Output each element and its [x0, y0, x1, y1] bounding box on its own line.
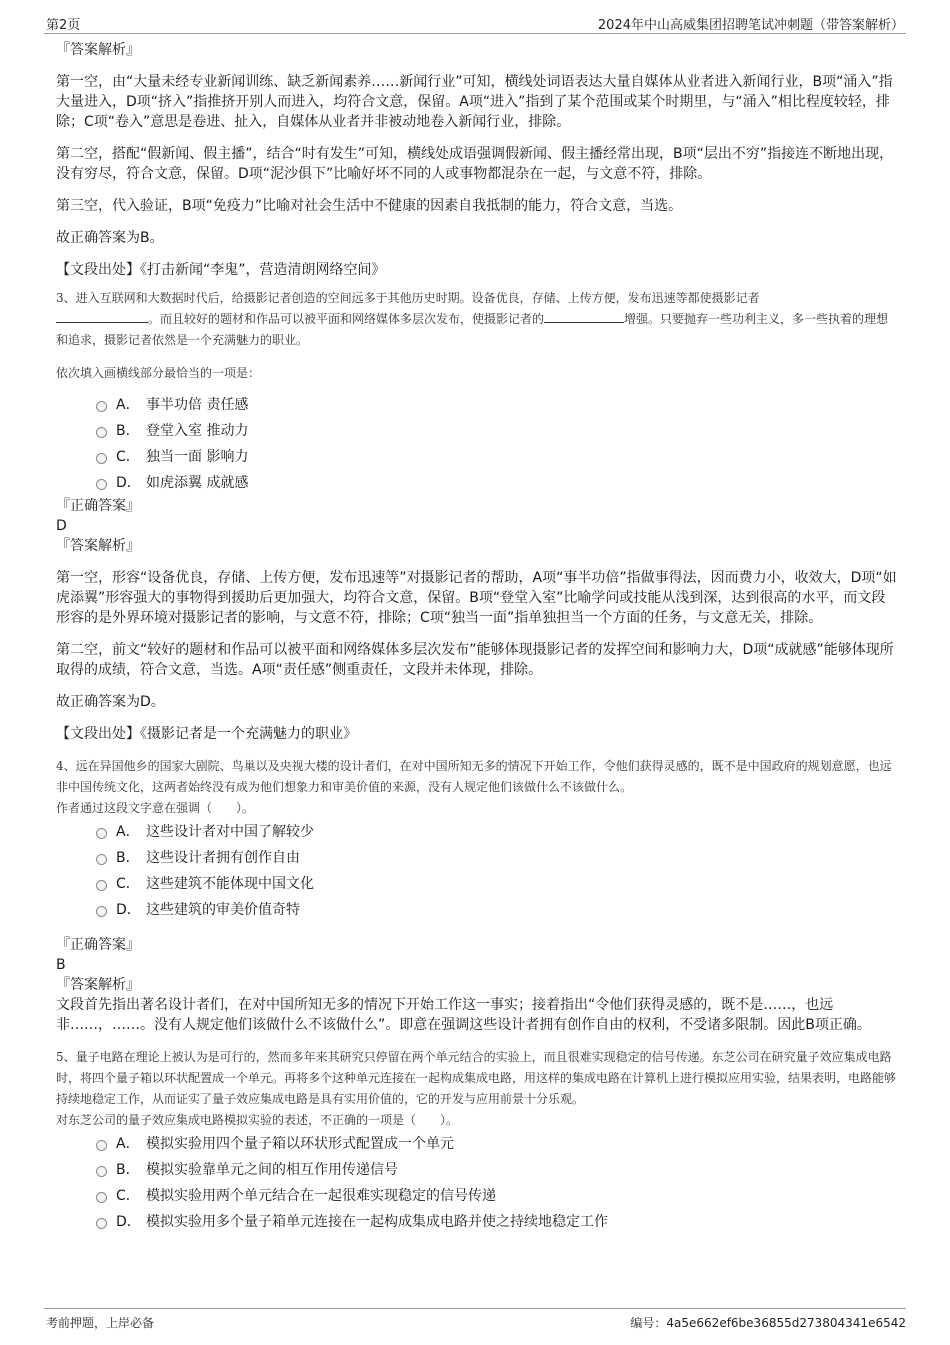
option-d[interactable]: D． 这些建筑的审美价值奇特 [56, 897, 898, 923]
radio-icon[interactable] [96, 479, 107, 490]
question-stem: 3、进入互联网和大数据时代后，给摄影记者创造的空间远多于其他历史时期。设备优良，存储、上传方便，发布迅速等都使摄影记者 。而且较好的题材和作品可以被平面和网络媒体多层次发布，使摄影记者的 增强。只要抛弃一些功利主义，多一些执着的理想和追求，摄影记者依然是一个充满魅力的职业。 [56, 291, 889, 347]
option-c[interactable]: C． 模拟实验用两个单元结合在一起很难实现稳定的信号传递 [56, 1183, 898, 1209]
radio-icon[interactable] [96, 828, 107, 839]
explain-label: 『答案解析』 [56, 977, 140, 993]
correct-answer: B [56, 957, 66, 973]
question-prompt: 作者通过这段文字意在强调（ ）。 [56, 801, 255, 815]
source-citation: 【文段出处】《打击新闻“李鬼”，营造清朗网络空间》 [56, 262, 386, 278]
option-b[interactable]: B． 模拟实验靠单元之间的相互作用传递信号 [56, 1157, 898, 1183]
radio-icon[interactable] [96, 1140, 107, 1151]
source-citation: 【文段出处】《摄影记者是一个充满魅力的职业》 [56, 726, 357, 742]
fill-blank-1 [56, 310, 148, 323]
radio-icon[interactable] [96, 401, 107, 412]
conclusion: 故正确答案为D。 [56, 694, 165, 710]
page-content [56, 40, 898, 1235]
option-a[interactable]: A． 模拟实验用四个量子箱以环状形式配置成一个单元 [56, 1131, 898, 1157]
radio-icon[interactable] [96, 906, 107, 917]
explain-paragraph: 第一空，形容“设备优良，存储、上传方便，发布迅速等”对摄影记者的帮助，A项“事半功倍”指做事得法，因而费力小，收效大，D项“如虎添翼”形容强大的事物得到援助后更加强大，均符合文意，保留。B项“登堂入室”比喻学问或技能从浅到深，达到很高的水平，而文段形容的是外界环境对摄影记者的影响，与文意不符，排除；C项“独当一面”指单独担当一个方面的任务，与文意无关，排除。 [56, 570, 897, 626]
document-title: 2024年中山高威集团招聘笔试冲刺题（带答案解析） [597, 18, 904, 33]
option-c[interactable]: C． 独当一面 影响力 [56, 444, 898, 470]
footer-divider [44, 1308, 906, 1309]
radio-icon[interactable] [96, 1192, 107, 1203]
answer-options [56, 392, 898, 496]
page-footer [0, 1308, 950, 1344]
answer-label: 『正确答案』 [56, 937, 140, 953]
explain-label: 『答案解析』 [56, 42, 140, 58]
explain-paragraph: 第三空，代入验证，B项“免疫力”比喻对社会生活中不健康的因素自我抵制的能力，符合文意，当选。 [56, 198, 683, 214]
answer-options [56, 1131, 898, 1235]
radio-icon[interactable] [96, 1166, 107, 1177]
radio-icon[interactable] [96, 880, 107, 891]
option-c[interactable]: C． 这些建筑不能体现中国文化 [56, 871, 898, 897]
option-d[interactable]: D． 如虎添翼 成就感 [56, 470, 898, 496]
radio-icon[interactable] [96, 427, 107, 438]
option-b[interactable]: B． 这些设计者拥有创作自由 [56, 845, 898, 871]
explain-paragraph: 文段首先指出著名设计者们，在对中国所知无多的情况下开始工作这一事实；接着指出“令他们获得灵感的，既不是……，也远非……，……。没有人规定他们该做什么不该做什么”。即意在强调这些设计者拥有创作自由的权利，不受诸多限制。因此B项正确。 [56, 997, 871, 1033]
conclusion: 故正确答案为B。 [56, 230, 164, 246]
explain-paragraph: 第二空，搭配“假新闻、假主播”，结合“时有发生”可知，横线处成语强调假新闻、假主播经常出现，B项“层出不穷”指接连不断地出现，没有穷尽，符合文意，保留。D项“泥沙俱下”比喻好坏不同的人或事物都混杂在一起，与文意不符，排除。 [56, 146, 894, 182]
footer-slogan: 考前押题，上岸必备 [46, 1316, 155, 1330]
fill-blank-2 [544, 310, 624, 323]
page-header [0, 0, 950, 36]
explain-paragraph: 第一空，由“大量未经专业新闻训练、缺乏新闻素养……新闻行业”可知，横线处词语表达大量自媒体从业者进入新闻行业，B项“涌入”指大量进入，D项“挤入”指推挤开别人而进入，均符合文意，保留。A项“进入”指到了某个范围或某个时期里，与“涌入”相比程度较轻，排除；C项“卷入”意思是卷进、扯入，自媒体从业者并非被动地卷入新闻行业，排除。 [56, 74, 893, 130]
correct-answer: D [56, 518, 67, 534]
radio-icon[interactable] [96, 453, 107, 464]
question-stem: 5、量子电路在理论上被认为是可行的，然而多年来其研究只停留在两个单元结合的实验上，而且很难实现稳定的信号传递。东芝公司在研究量子效应集成电路时，将四个量子箱以环状配置成一个单元。再将多个这种单元连接在一起构成集成电路，用这样的集成电路在计算机上进行模拟应用实验，结果表明，电路能够持续地稳定工作，从而证实了量子效应集成电路是具有实用价值的，它的开发与应用前景十分乐观。 [56, 1050, 897, 1106]
answer-label: 『正确答案』 [56, 498, 140, 514]
radio-icon[interactable] [96, 854, 107, 865]
page-number: 第2页 [46, 18, 81, 33]
option-b[interactable]: B． 登堂入室 推动力 [56, 418, 898, 444]
option-d[interactable]: D． 模拟实验用多个量子箱单元连接在一起构成集成电路并使之持续地稳定工作 [56, 1209, 898, 1235]
option-a[interactable]: A． 这些设计者对中国了解较少 [56, 819, 898, 845]
explain-label: 『答案解析』 [56, 538, 140, 554]
header-divider [44, 33, 906, 34]
answer-options [56, 819, 898, 923]
radio-icon[interactable] [96, 1218, 107, 1229]
option-a[interactable]: A． 事半功倍 责任感 [56, 392, 898, 418]
question-prompt: 依次填入画横线部分最恰当的一项是： [56, 366, 261, 380]
document-code: 编号：4a5e662ef6be36855d273804341e6542 [630, 1316, 906, 1330]
explain-paragraph: 第二空，前文“较好的题材和作品可以被平面和网络媒体多层次发布”能够体现摄影记者的发挥空间和影响力大，D项“成就感”能够体现所取得的成绩，符合文意，当选。A项“责任感”侧重责任，文段并未体现，排除。 [56, 642, 894, 678]
question-prompt: 对东芝公司的量子效应集成电路模拟实验的表述，不正确的一项是（ ）。 [56, 1113, 459, 1127]
question-stem: 4、远在异国他乡的国家大剧院、鸟巢以及央视大楼的设计者们，在对中国所知无多的情况下开始工作，令他们获得灵感的，既不是中国政府的规划意愿，也远非中国传统文化，这两者始终没有成为他们想象力和审美价值的来源，没有人规定他们该做什么不该做什么。 [56, 759, 892, 794]
